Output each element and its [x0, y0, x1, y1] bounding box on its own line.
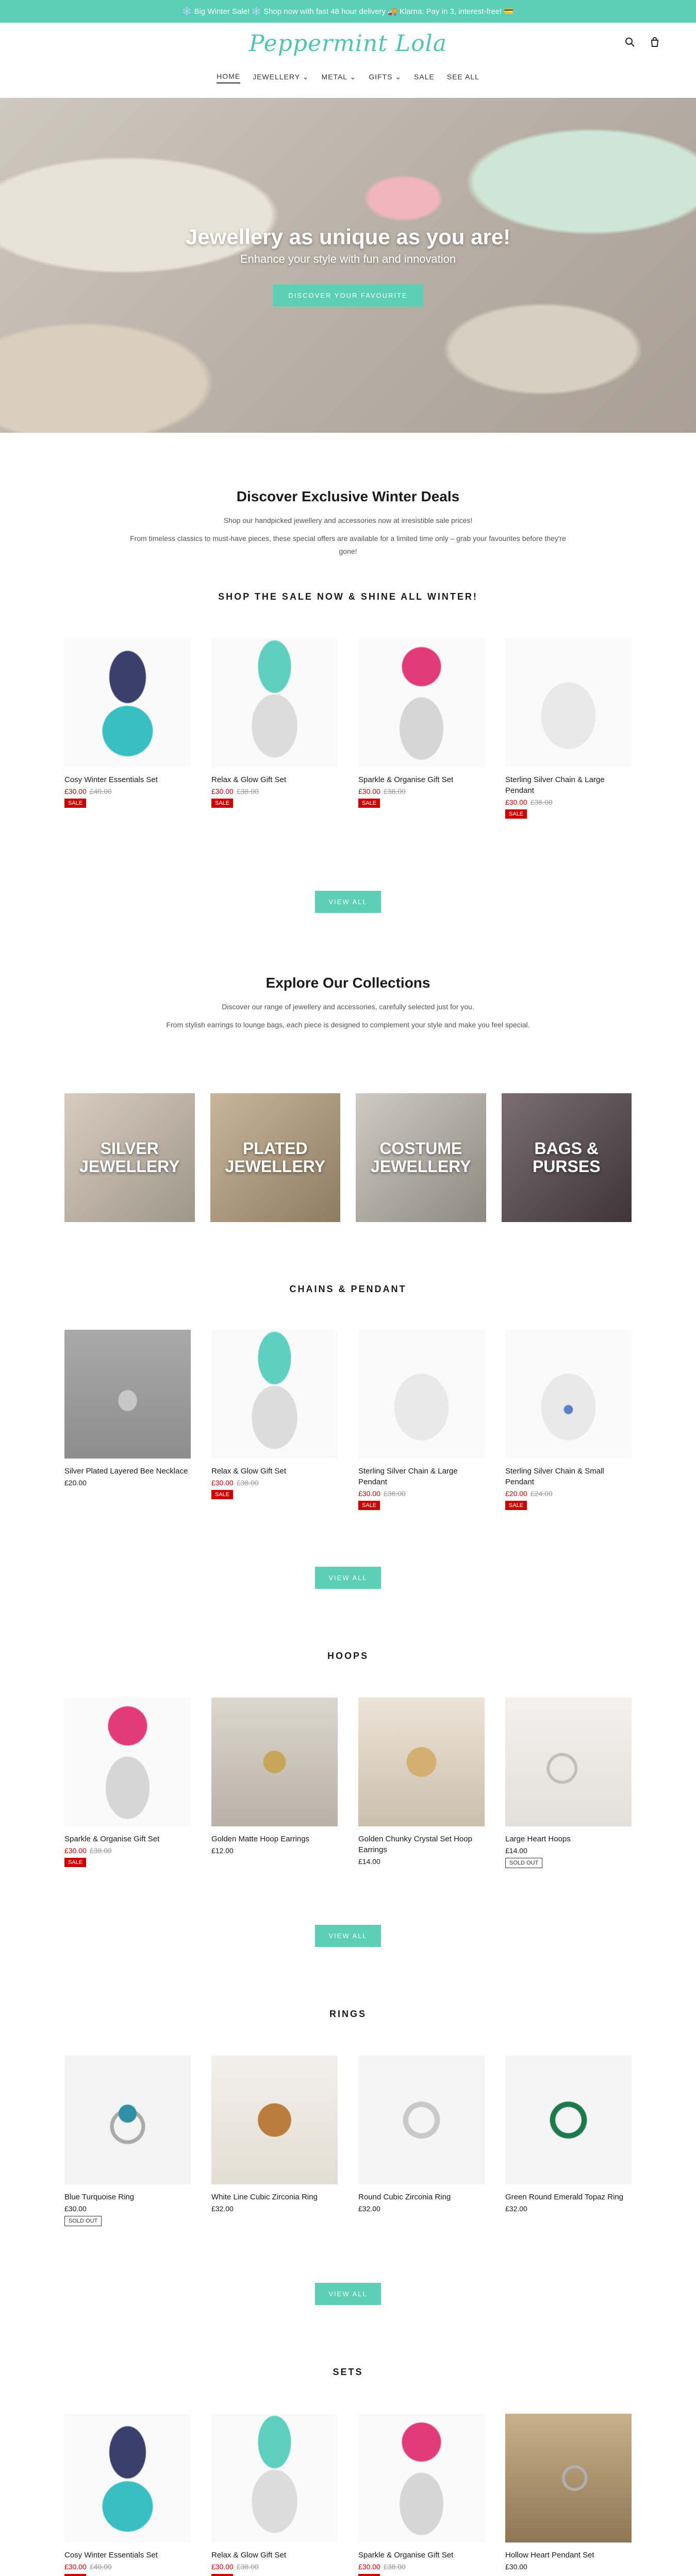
product-card[interactable] — [505, 2056, 632, 2226]
winter-deals — [0, 433, 696, 558]
product-image[interactable] — [64, 2414, 191, 2543]
product-price: £30.00 £38.00 — [64, 1846, 112, 1855]
product-price: £32.00 — [505, 2204, 527, 2213]
nav-gifts[interactable]: GIFTS ⌄ — [369, 72, 402, 81]
product-name[interactable]: Relax & Glow Gift Set — [211, 775, 287, 784]
product-card[interactable] — [211, 2056, 338, 2226]
product-image[interactable] — [211, 638, 338, 767]
product-image[interactable] — [358, 1698, 485, 1826]
sold-out-badge: SOLD OUT — [64, 2216, 102, 2226]
product-image[interactable] — [358, 2414, 485, 2543]
product-price: £30.00 £38.00 — [211, 787, 259, 795]
product-image[interactable] — [211, 2414, 338, 2543]
hero-title: Jewellery as unique as you are! — [185, 224, 511, 249]
sets-section — [0, 2305, 696, 2576]
section-title: SETS — [333, 2366, 363, 2377]
product-price: £30.00 £36.00 — [358, 1489, 406, 1498]
product-grid — [64, 638, 632, 819]
view-all-button[interactable]: VIEW ALL — [315, 1925, 380, 1947]
product-card[interactable] — [505, 638, 632, 819]
product-image[interactable] — [505, 2056, 632, 2184]
product-card[interactable] — [358, 1330, 485, 1510]
announcement-text: ❄️ Big Winter Sale! ❄️ Shop now with fast 48 hour delivery 🚚 Klarna: Pay in 3, interest-free! 💳 — [182, 7, 514, 16]
product-price: £32.00 — [358, 2204, 380, 2213]
nav-sale[interactable]: SALE — [414, 73, 435, 81]
product-name[interactable]: Relax & Glow Gift Set — [211, 1466, 287, 1476]
sale-badge — [64, 2574, 86, 2576]
product-card[interactable] — [211, 638, 338, 819]
product-price: £30.00 — [64, 2204, 87, 2213]
sale-badge: SALE — [358, 799, 380, 808]
winter-line-1: Shop our handpicked jewellery and accessories now at irresistible sale prices! — [223, 516, 473, 524]
product-card[interactable] — [211, 2414, 338, 2576]
site-header — [0, 23, 696, 64]
product-card[interactable] — [64, 638, 191, 819]
collections-line-2: From stylish earrings to lounge bags, each piece is designed to complement your style and make you feel special. — [166, 1020, 530, 1029]
product-name[interactable]: Golden Matte Hoop Earrings — [211, 1834, 310, 1843]
sale-badge: SALE — [505, 1501, 527, 1510]
product-price: £30.00 £40.00 — [64, 787, 112, 795]
nav-home[interactable]: HOME — [217, 70, 240, 83]
hoops-section — [0, 1589, 696, 1947]
hero-banner — [0, 98, 696, 433]
product-card[interactable] — [211, 1698, 338, 1868]
product-grid — [64, 2056, 632, 2226]
product-image[interactable] — [505, 1330, 632, 1459]
collection-tile[interactable]: BAGS & PURSES — [502, 1093, 632, 1222]
product-card[interactable] — [64, 2414, 191, 2576]
product-name[interactable]: Large Heart Hoops — [505, 1834, 571, 1843]
product-card[interactable] — [211, 1330, 338, 1510]
product-price: £30.00 £38.00 — [358, 787, 406, 795]
product-image[interactable] — [358, 2056, 485, 2184]
sale-badge — [211, 2574, 233, 2576]
brand-logo[interactable]: Peppermint Lola — [249, 30, 447, 57]
hero-subtitle: Enhance your style with fun and innovation — [240, 252, 456, 265]
product-price: £20.00 £24.00 — [505, 1489, 553, 1498]
product-name[interactable]: Golden Chunky Crystal Set Hoop Earrings — [358, 1834, 472, 1854]
product-card[interactable] — [358, 2414, 485, 2576]
product-card[interactable] — [505, 1698, 632, 1868]
product-card[interactable] — [64, 1698, 191, 1868]
sale-section — [0, 558, 696, 913]
product-price: £30.00 £38.00 — [211, 1478, 259, 1487]
view-all-button[interactable]: VIEW ALL — [315, 891, 380, 913]
product-price: £30.00 £38.00 — [211, 2562, 259, 2571]
nav-see-all[interactable]: SEE ALL — [446, 73, 479, 81]
collections-section — [0, 913, 696, 1222]
product-price: £20.00 — [64, 1478, 87, 1487]
product-price: £30.00 £38.00 — [358, 2562, 406, 2571]
product-price: £30.00 £36.00 — [505, 798, 553, 806]
sale-badge: SALE — [211, 1490, 233, 1499]
bag-icon[interactable] — [650, 37, 660, 50]
winter-title: Discover Exclusive Winter Deals — [236, 488, 460, 504]
section-title: RINGS — [329, 2008, 367, 2019]
product-image[interactable] — [211, 1698, 338, 1826]
view-all-button[interactable]: VIEW ALL — [315, 1567, 380, 1589]
sale-badge — [358, 2574, 380, 2576]
section-title: CHAINS & PENDANT — [289, 1283, 407, 1294]
product-image[interactable] — [358, 1330, 485, 1459]
product-card[interactable] — [505, 2414, 632, 2576]
sale-badge: SALE — [505, 809, 527, 819]
product-grid — [64, 1330, 632, 1510]
rings-section — [0, 1947, 696, 2305]
product-image[interactable] — [358, 638, 485, 767]
product-name[interactable]: Sparkle & Organise Gift Set — [358, 2550, 454, 2560]
product-image[interactable] — [64, 1330, 191, 1459]
search-icon[interactable] — [625, 37, 635, 50]
product-name[interactable]: Blue Turquoise Ring — [64, 2192, 135, 2201]
nav-jewellery[interactable]: JEWELLERY ⌄ — [253, 72, 309, 81]
product-name[interactable]: Green Round Emerald Topaz Ring — [505, 2192, 624, 2201]
section-title: SHOP THE SALE NOW & SHINE ALL WINTER! — [218, 591, 478, 602]
nav-metal[interactable]: METAL ⌄ — [321, 72, 357, 81]
announcement-bar — [0, 0, 696, 23]
product-card[interactable] — [64, 2056, 191, 2226]
collection-tile[interactable]: SILVER JEWELLERY — [64, 1093, 195, 1222]
header-icons — [625, 37, 660, 50]
product-image[interactable] — [64, 2056, 191, 2184]
chains-section — [0, 1222, 696, 1589]
sale-badge: SALE — [64, 1858, 86, 1867]
product-price: £30.00 — [505, 2562, 527, 2571]
product-card[interactable] — [358, 2056, 485, 2226]
product-name[interactable]: Sterling Silver Chain & Large Pendant — [505, 775, 605, 795]
product-card[interactable] — [358, 638, 485, 819]
section-title: HOOPS — [327, 1650, 369, 1661]
sale-badge: SALE — [211, 799, 233, 808]
product-price: £14.00 — [505, 1846, 527, 1855]
discover-button[interactable]: DISCOVER YOUR FAVOURITE — [273, 284, 423, 307]
product-image[interactable] — [505, 2414, 632, 2543]
product-name[interactable]: Cosy Winter Essentials Set — [64, 775, 158, 784]
product-name[interactable]: White Line Cubic Zirconia Ring — [211, 2192, 318, 2201]
product-price: £12.00 — [211, 1846, 234, 1855]
collection-grid — [64, 1093, 632, 1222]
product-image[interactable] — [64, 1698, 191, 1826]
product-image[interactable] — [505, 638, 632, 767]
product-name[interactable]: Cosy Winter Essentials Set — [64, 2550, 158, 2560]
collection-tile[interactable]: PLATED JEWELLERY — [210, 1093, 341, 1222]
product-price: £14.00 — [358, 1857, 380, 1866]
product-name[interactable]: Hollow Heart Pendant Set — [505, 2550, 594, 2560]
product-card[interactable] — [64, 1330, 191, 1510]
product-name[interactable]: Sterling Silver Chain & Large Pendant — [358, 1466, 458, 1486]
product-name[interactable]: Round Cubic Zirconia Ring — [358, 2192, 451, 2201]
collections-title: Explore Our Collections — [266, 974, 430, 991]
product-name[interactable]: Sparkle & Organise Gift Set — [64, 1834, 160, 1843]
product-card[interactable] — [505, 1330, 632, 1510]
view-all-button[interactable]: VIEW ALL — [315, 2283, 380, 2305]
product-grid — [64, 2414, 632, 2576]
product-image[interactable] — [211, 1330, 338, 1459]
product-name[interactable]: Sparkle & Organise Gift Set — [358, 775, 454, 784]
sale-badge: SALE — [358, 1501, 380, 1510]
product-grid — [64, 1698, 632, 1868]
product-card[interactable] — [358, 1698, 485, 1868]
product-image[interactable] — [211, 2056, 338, 2184]
product-name[interactable]: Sterling Silver Chain & Small Pendant — [505, 1466, 604, 1486]
product-image[interactable] — [505, 1698, 632, 1826]
product-price: £30.00 £40.00 — [64, 2562, 112, 2571]
main-nav — [0, 64, 696, 90]
winter-line-2: From timeless classics to must-have pieces, these special offers are available for a limited time only – grab your favourites before they're gone! — [130, 534, 566, 556]
collection-tile[interactable]: COSTUME JEWELLERY — [356, 1093, 486, 1222]
collections-line-1: Discover our range of jewellery and accessories, carefully selected just for you. — [222, 1002, 474, 1011]
product-name[interactable]: Relax & Glow Gift Set — [211, 2550, 287, 2560]
product-price: £32.00 — [211, 2204, 234, 2213]
sold-out-badge: SOLD OUT — [505, 1858, 542, 1868]
sale-badge: SALE — [64, 799, 86, 808]
product-image[interactable] — [64, 638, 191, 767]
product-name[interactable]: Silver Plated Layered Bee Necklace — [64, 1466, 188, 1476]
